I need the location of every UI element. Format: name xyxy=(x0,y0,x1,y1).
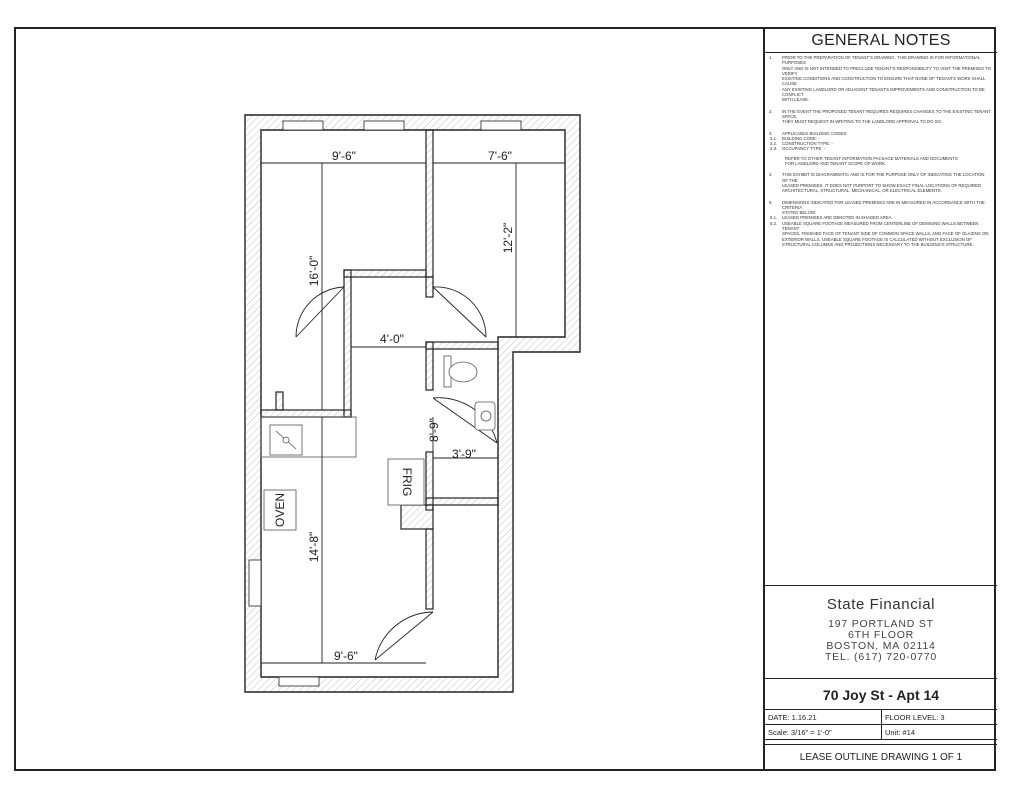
oven-label: OVEN xyxy=(273,492,287,528)
project-title: 70 Joy St - Apt 14 xyxy=(765,678,997,710)
window-top-1 xyxy=(283,121,323,130)
company-block xyxy=(765,585,997,678)
note-2: 2. IN THE EVENT THE PROPOSED TENANT REQUIRES REQUIRES CHANGES TO THE EXISTING TENANT SPACE, THEY MUST REQUEST IN WRITING TO THE LANDLORD APPROVAL TO DO SO. xyxy=(769,108,991,125)
dim-hall-width: 4'-0" xyxy=(380,332,404,346)
company-address-1: 197 PORTLAND ST xyxy=(828,618,934,630)
general-notes-title: GENERAL NOTES xyxy=(765,28,997,53)
company-phone: TEL. (617) 720-0770 xyxy=(824,651,938,663)
drawing-label: LEASE OUTLINE DRAWING 1 OF 1 xyxy=(765,744,997,770)
note-3: 3. APPLICABLE BUILDING CODES: 3.1. BUILDING CODE: - 3.2. CONSTRUCTION TYPE: - 3.3. OCCUPANCY TYPE: - xyxy=(769,131,991,152)
company-address-2: 6TH FLOOR xyxy=(847,629,915,641)
code-item: 3.1. BUILDING CODE: - xyxy=(770,135,820,141)
refer-note: REFER TO OTHER TENANT INFORMATION PACKAGE MATERIALS AND DOCUMENTS FOR LANDLORD AND TENANT SCOPE OF WORK. xyxy=(785,155,958,167)
info-row-date xyxy=(765,710,997,725)
dim-living-length: 14'-8" xyxy=(307,531,321,563)
dim-living-width: 9'-6" xyxy=(334,649,358,663)
window-top-2 xyxy=(364,121,404,130)
exterior-wall xyxy=(245,115,580,692)
company-city: BOSTON, MA 02114 xyxy=(826,640,936,652)
code-item: 3.2. CONSTRUCTION TYPE: - xyxy=(770,141,833,147)
dim-bedroom2-width: 7'-6" xyxy=(488,149,512,163)
date-field: DATE: 1.16.21 xyxy=(768,713,817,722)
dim-bedroom1-length: 16'-0" xyxy=(307,255,321,287)
window-left xyxy=(249,560,261,606)
dim-bath-length: 8'-9" xyxy=(427,418,441,442)
note-4: 4. THIS EXHIBIT IS DIAGRAMMATIC AND IS FOR THE PURPOSE ONLY OF INDICATING THE LOCATION OF THE LEASED PREMISES. IT DOES NOT PURPORT TO SHOW EXACT FINAL LOCATIONS OF REQUIRED ARCHITECTURAL, STRUCTURAL, MECHANICAL, OR ELECTRICAL ELEMENTS. xyxy=(769,172,985,194)
dim-bedroom1-width: 9'-6" xyxy=(332,149,356,163)
window-top-3 xyxy=(481,121,521,130)
floor-level-field: FLOOR LEVEL: 3 xyxy=(881,710,945,725)
title-block xyxy=(763,28,995,770)
general-notes-list xyxy=(765,55,997,253)
note-1: 1. PRIOR TO THE PREPARATION OF TENANT'S DRAWING. THIS DRAWING IS FOR INFORMATIONAL PURPOSES ONLY AND IS NOT INTENDED TO PRECLUDE TENANT'S RESPONSIBILITY TO VISIT THE PREMISES TO VERIFY EXISTING CONDITIONS AND CONSTRUCTION TO ENSURE THAT NONE OF TENANTS WORK SHALL CAUSE ANY EXISTING LANDLORD OR ADJACENT TENANTS IMPROVEMENTS AND CONSTRUCTION TO BE CONFLICT WITH LEASE. xyxy=(769,55,991,103)
criteria-item: 5.2. USEABLE SQUARE FOOTAGE MEASURED FROM CENTERLINE OF DEMISING WALLS BETWEEN TENANT SPACES, FINISHED FACE OF TENANT SIDE OF COMMON SPACE WALLS, AND FACE OF GLAZING ON EXTERIOR WALLS. USEABLE SQUARE FOOTAGE IS CALCULATED WITHOUT EXCLUSION OF STRUCTURAL COLUMNS AND PROJECTIONS NECESSARY TO THE BUILDING'S STRUCTURE. xyxy=(770,220,989,247)
unit-field: Unit: #14 xyxy=(881,725,915,740)
dim-bath-width: 3'-9" xyxy=(452,447,476,461)
scale-field: Scale: 3/16" = 1'-0" xyxy=(768,728,832,737)
note-5: 5. DIMENSIONS INDICATED FOR LEASED PREMISES ARE IN MEASURED IN ACCORDANCE WITH THE CRITERIA STATED BELOW: 5.1. LEASED PREMISES ARE DENOTED IN SHADED AREA 5.2. USEABLE SQUARE FOOTAGE MEASURED FROM CENTERLINE OF DEMISING WALLS BETWEEN TENANT SPACES, FINISHED FACE OF TENANT SIDE OF COMMON SPACE WALLS, AND FACE OF GLAZING ON EXTERIOR WALLS. USEABLE SQUARE FOOTAGE IS CALCULATED WITHOUT EXCLUSION OF STRUCTURAL COLUMNS AND PROJECTIONS NECESSARY TO THE BUILDING'S STRUCTURE. xyxy=(769,200,991,248)
criteria-item: 5.1. LEASED PREMISES ARE DENOTED IN SHADED AREA xyxy=(770,215,892,221)
code-item: 3.3. OCCUPANCY TYPE: - xyxy=(770,146,826,152)
window-bottom xyxy=(279,677,319,686)
toilet-bowl xyxy=(449,362,477,382)
dim-bedroom2-length: 12'-2" xyxy=(501,222,515,254)
company-name: State Financial xyxy=(826,596,936,613)
fridge-label: FRIG xyxy=(400,467,414,497)
info-row-scale xyxy=(765,725,997,740)
